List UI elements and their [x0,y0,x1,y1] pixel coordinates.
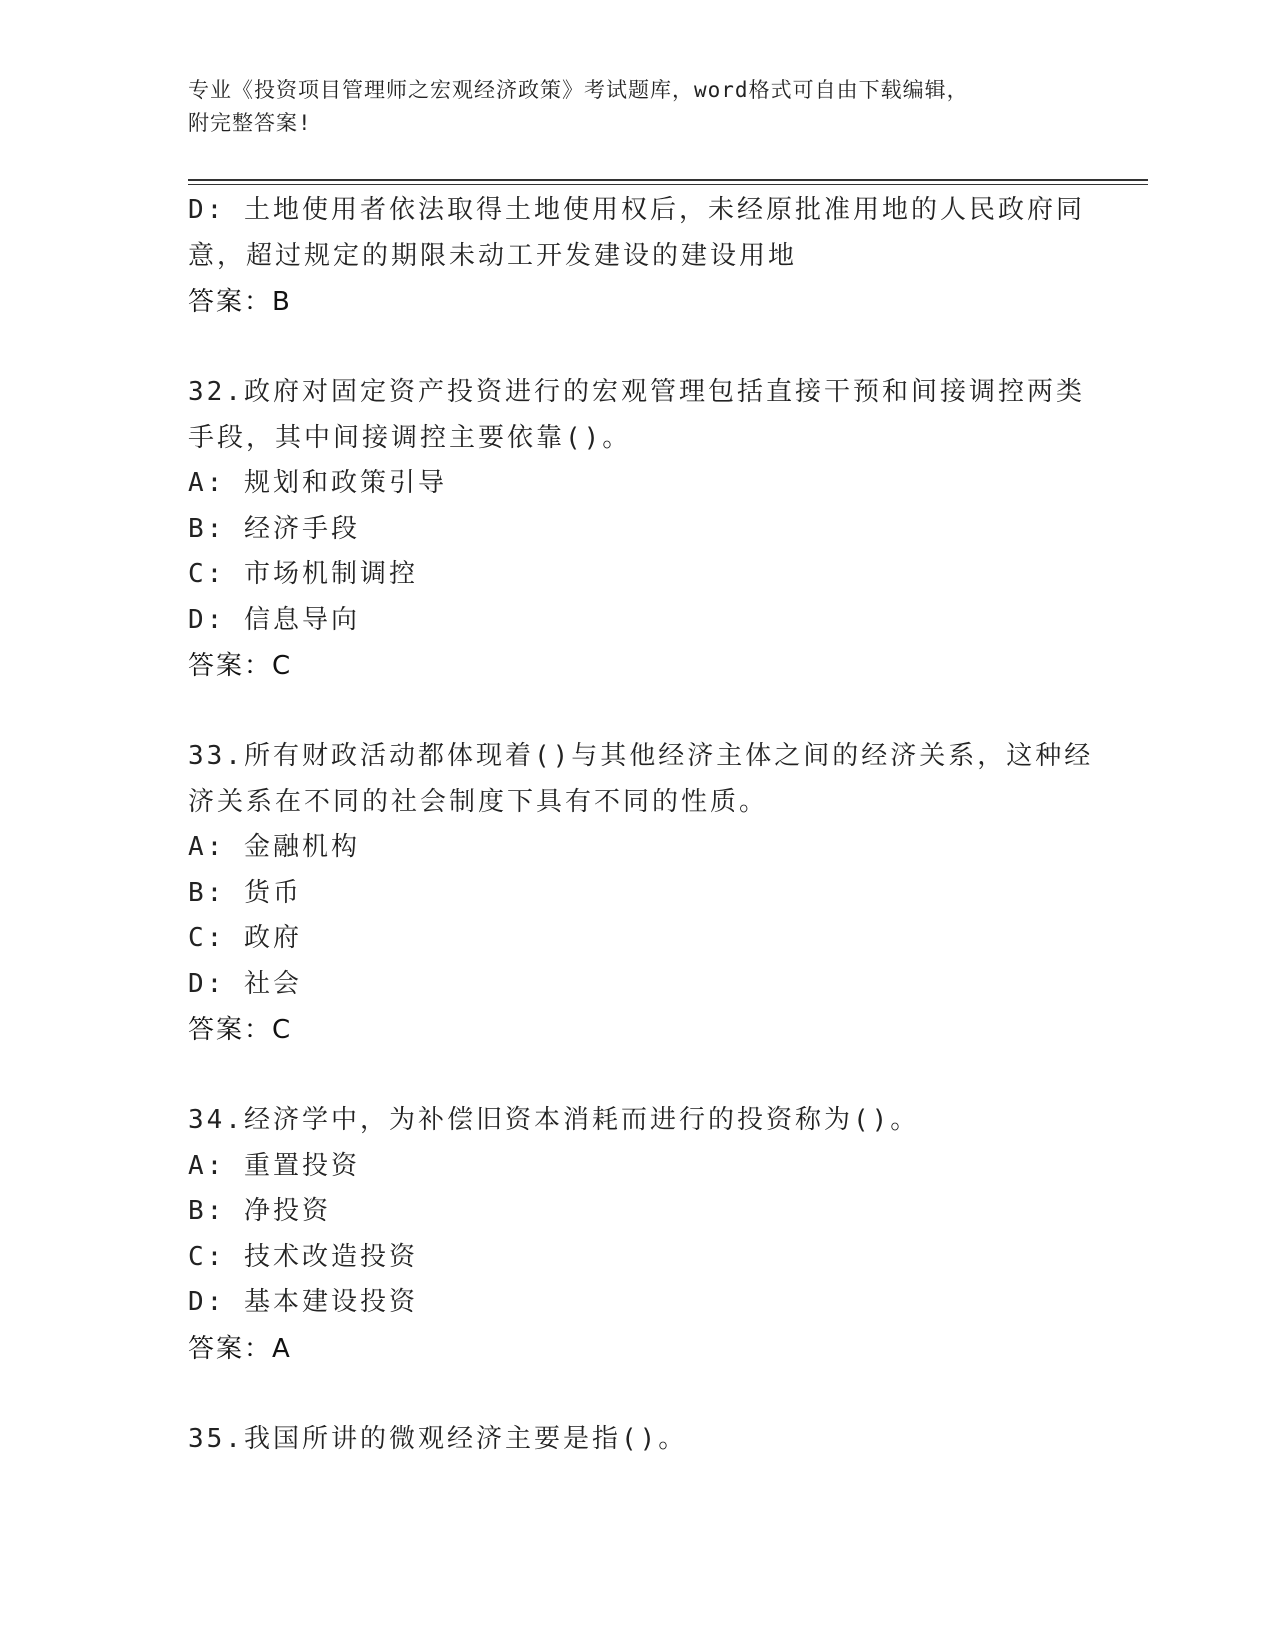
question-stem-line-1: 35.我国所讲的微观经济主要是指()。 [188,1423,688,1454]
question-stem-line-1: 32.政府对固定资产投资进行的宏观管理包括直接干预和间接调控两类 [188,377,1085,407]
option-b: B: 经济手段 [188,513,360,544]
answer: 答案：A [188,1333,292,1364]
question-32 [188,370,1088,689]
option-a: A: 重置投资 [188,1150,360,1181]
option-c: C: 技术改造投资 [188,1241,418,1272]
spacer [188,689,1088,734]
option-d: D: 基本建设投资 [188,1287,418,1317]
document-header [188,74,1068,140]
option-d-line-1: D: 土地使用者依法取得土地使用权后，未经原批准用地的人民政府同 [188,195,1085,225]
question-stem-line-1: 34.经济学中，为补偿旧资本消耗而进行的投资称为()。 [188,1105,920,1135]
option-d-line-2: 意，超过规定的期限未动工开发建设的建设用地 [188,240,798,271]
answer: 答案：B [188,287,292,317]
question-31-tail [188,188,1088,325]
question-34 [188,1098,1088,1372]
header-line-1: 专业《投资项目管理师之宏观经济政策》考试题库，word格式可自由下载编辑， [188,78,969,102]
option-c: C: 市场机制调控 [188,559,418,589]
question-35 [188,1417,1088,1463]
option-d: D: 社会 [188,968,302,999]
spacer [188,1053,1088,1098]
option-b: B: 货币 [188,877,302,908]
question-list [188,188,1094,1462]
option-d: D: 信息导向 [188,604,360,635]
question-stem-line-2: 济关系在不同的社会制度下具有不同的性质。 [188,786,769,817]
header-divider-thin [188,184,1148,185]
header-divider-thick [188,179,1148,181]
question-stem-line-2: 手段，其中间接调控主要依靠()。 [188,422,632,453]
question-33 [188,734,1094,1053]
option-a: A: 金融机构 [188,832,360,862]
spacer [188,325,1088,370]
option-a: A: 规划和政策引导 [188,468,447,498]
spacer [188,1372,1088,1417]
option-c: C: 政府 [188,923,302,953]
answer: 答案：C [188,1015,293,1045]
option-b: B: 净投资 [188,1196,331,1226]
header-line-2: 附完整答案! [188,111,312,135]
question-stem-line-1: 33.所有财政活动都体现着()与其他经济主体之间的经济关系，这种经 [188,741,1094,771]
answer: 答案：C [188,651,293,681]
